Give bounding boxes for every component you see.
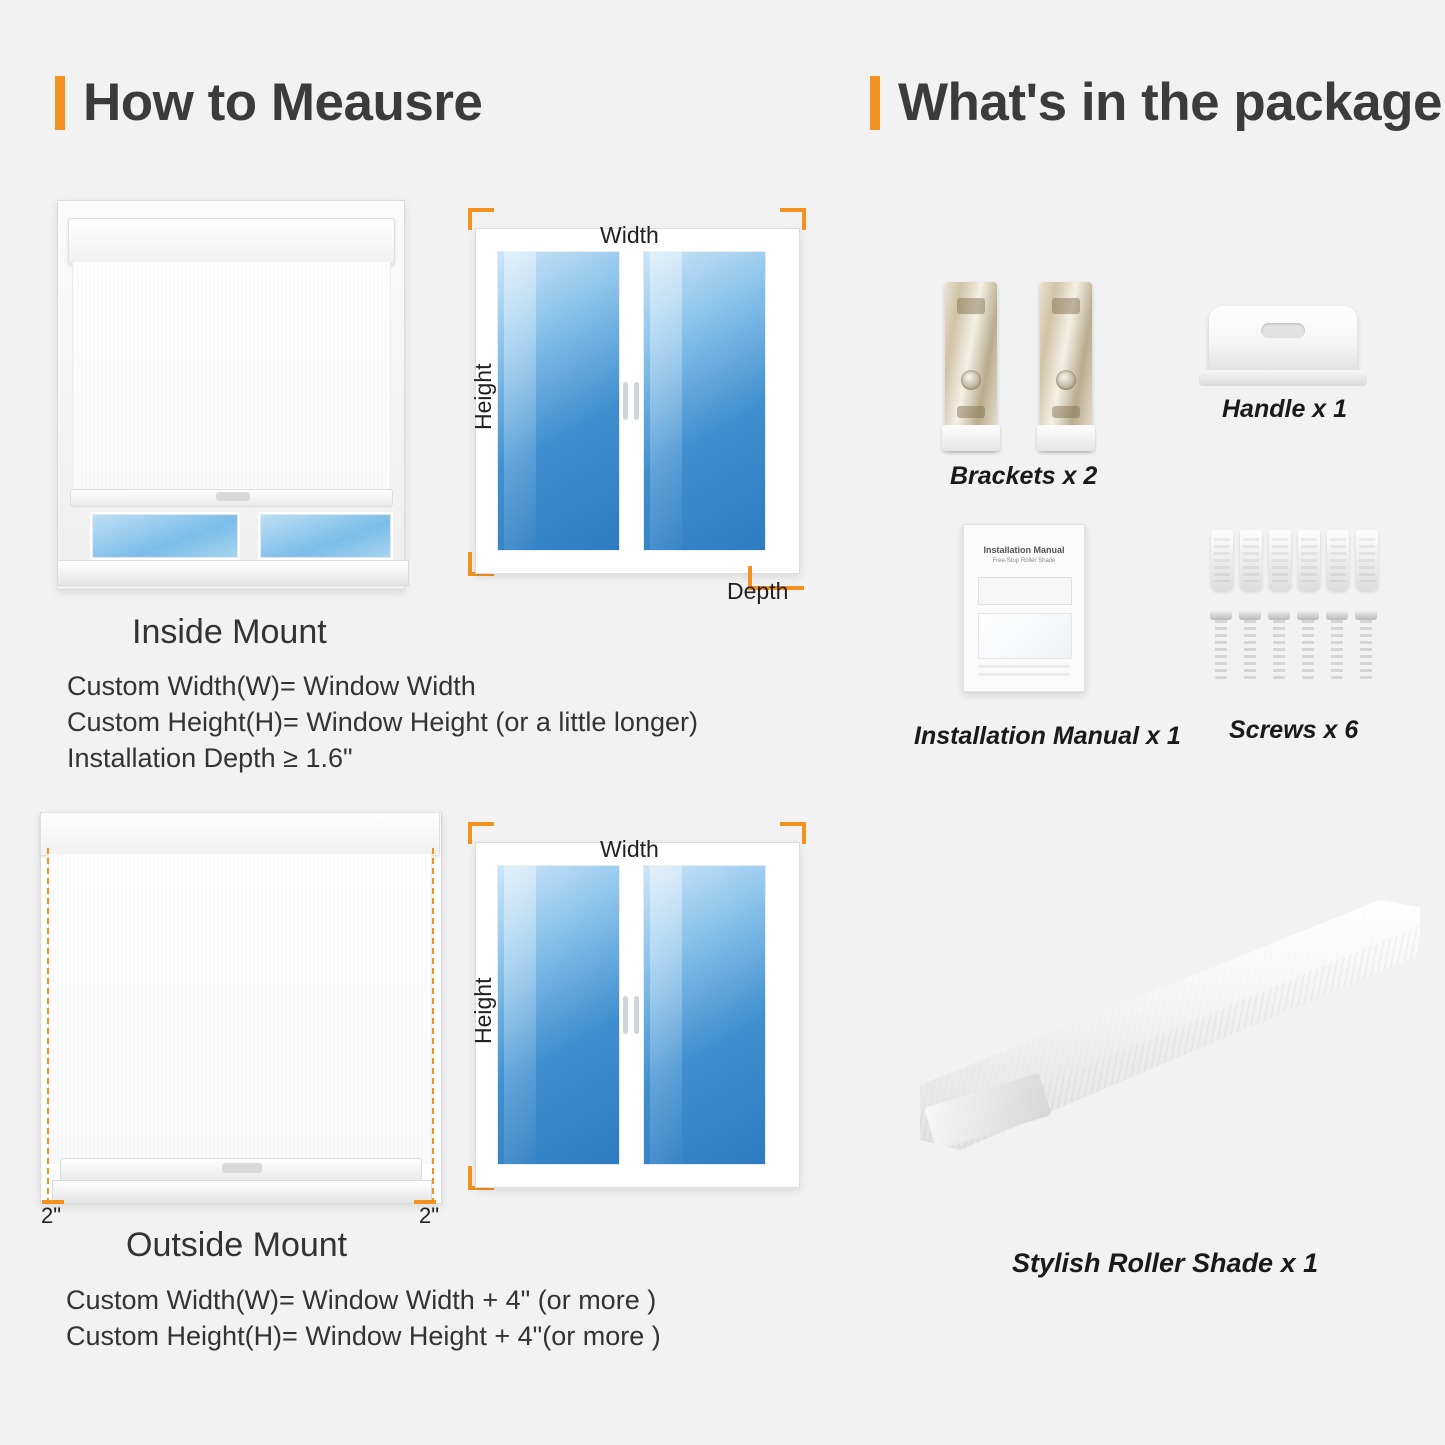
bracket-slot-lower [957,406,985,418]
handle-icon [1209,306,1357,378]
screw-shaft [1302,620,1314,682]
width-label: Width [600,836,659,862]
height-label: Height [470,363,496,430]
outside-spec-line-1: Custom Width(W)= Window Width + 4" (or more ) [66,1285,657,1315]
how-to-measure-heading [55,72,482,133]
manual-text-line [978,673,1070,676]
tick-top-left-v [468,822,472,844]
overhang-guide-right [432,848,434,1204]
shade-handle-icon [216,492,250,501]
screw-icon [1300,610,1316,688]
screw-head [1268,610,1290,620]
inside-spec-line-3: Installation Depth ≥ 1.6" [67,743,353,773]
window-sill [57,560,409,586]
outside-mount-title: Outside Mount [126,1226,348,1264]
tick-top-right-v [802,208,806,230]
width-label: Width [600,222,659,248]
handle-base [1199,370,1367,386]
bracket-left-foot [942,425,1000,451]
screw-shaft [1360,620,1372,682]
wall-anchor-icon [1298,530,1320,590]
wall-anchor-icon [1269,530,1291,590]
accent-bar-icon [55,76,65,130]
wall-anchor-icon [1211,530,1233,590]
screw-icon [1329,610,1345,688]
screw-head [1210,610,1232,620]
screw-head [1239,610,1261,620]
how-to-measure-title: How to Meausre [83,73,483,132]
manual-illustration [978,613,1072,659]
depth-label: Depth [727,578,789,604]
brackets-label: Brackets x 2 [950,462,1098,490]
handle-grip-cutout [1261,323,1305,338]
wall-anchor-icon [1356,530,1378,590]
screw-icon [1242,610,1258,688]
height-label: Height [470,977,496,1044]
wall-anchor-icon [1327,530,1349,590]
screw-shaft [1244,620,1256,682]
screw-head [1355,610,1377,620]
window-handle-right-icon [634,996,639,1034]
installation-manual-label: Installation Manual x 1 [914,722,1181,750]
shade-headrail [40,812,440,856]
tick-bottom-left-v [468,1166,472,1190]
screw-shaft [1273,620,1285,682]
window-sill [52,1180,432,1204]
bracket-slot [957,298,985,314]
window-glass-left [494,862,623,1168]
bracket-right-foot [1037,425,1095,451]
inside-spec-line-1: Custom Width(W)= Window Width [67,671,476,701]
accent-bar-icon [870,76,880,130]
screw-shaft [1215,620,1227,682]
window-handle-left-icon [623,382,628,420]
window-handle-left-icon [623,996,628,1034]
roller-shade-label: Stylish Roller Shade x 1 [1012,1248,1319,1278]
window-handle-right-icon [634,382,639,420]
window-glass-left [90,512,240,560]
screw-head [1326,610,1348,620]
shade-handle-icon [222,1163,262,1173]
tick-top-left-v [468,208,472,230]
tick-bottom-left-v [468,552,472,576]
bracket-hole [961,370,981,390]
manual-cover-subtitle: Free-Stop Roller Shade [992,558,1056,564]
outside-spec-line-2: Custom Height(H)= Window Height + 4"(or more ) [66,1321,661,1351]
overhang-right-label: 2" [419,1203,440,1228]
installation-manual-icon [963,524,1085,692]
tick-top-right-v [802,822,806,844]
wall-anchor-icon [1240,530,1262,590]
bracket-hole [1056,370,1076,390]
overhang-guide-left [47,848,49,1204]
window-glass-left [494,248,623,554]
roller-shade-icon [920,900,1420,1180]
package-heading [870,72,1442,133]
bracket-slot-lower [1052,406,1080,418]
window-glass-right [258,512,393,560]
package-title: What's in the package [898,73,1443,132]
inside-spec-line-2: Custom Height(H)= Window Height (or a little longer) [67,707,698,737]
screw-icon [1271,610,1287,688]
inside-mount-title: Inside Mount [132,613,327,651]
shade-fabric [48,854,432,1164]
screw-icon [1358,610,1374,688]
manual-text-line [978,665,1070,668]
bracket-slot [1052,298,1080,314]
shade-headrail [68,218,395,264]
manual-cover-title: Installation Manual [983,545,1065,555]
screws-label: Screws x 6 [1229,716,1359,744]
handle-label: Handle x 1 [1222,395,1348,423]
manual-diagram-row [978,577,1072,605]
screw-icon [1213,610,1229,688]
shade-fabric [72,262,391,492]
window-glass-right [640,248,769,554]
screw-shaft [1331,620,1343,682]
overhang-left-label: 2" [41,1203,62,1228]
screw-head [1297,610,1319,620]
window-glass-right [640,862,769,1168]
